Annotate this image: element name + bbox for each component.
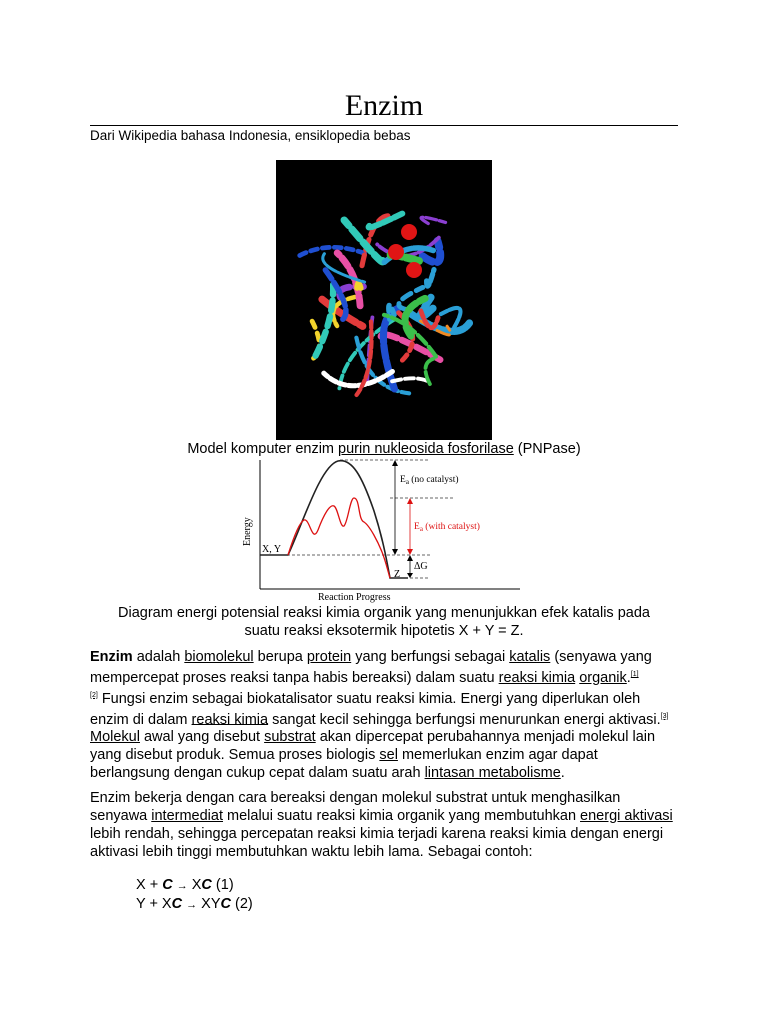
reference-2[interactable]: [2] [90,691,98,699]
label-ea-no-catalyst: $E_a$ (no catalyst) [400,475,459,486]
reference-3[interactable]: [3] [660,712,669,720]
figure1-caption: Model komputer enzim purin nukleosida fosforilase (PNPase) [187,441,581,457]
protein-ribbon-strand [315,285,333,357]
protein-ribbon-strand [441,308,461,327]
link-molekul[interactable]: Molekul [90,729,140,746]
label-ea-with-catalyst: $E_a$ (with catalyst) [414,522,480,533]
link-purin-nukleosida-fosforilase[interactable]: purin nukleosida fosforilase [338,441,514,457]
curve-no-catalyst [260,461,408,578]
equation-1: X + C → XC (1) [136,877,234,893]
x-axis-label: Reaction Progress [318,592,391,603]
energy-diagram [240,456,530,606]
paragraph-enzim-mechanism: Enzim bekerja dengan cara bereaksi dengan molekul substrat untuk menghasilkan senyawa intermediat melalui suatu reaksi kimia organik yang membutuhkan energi aktivasi lebih rendah, sehingga percepatan reaksi kimia terjadi karena reaksi kimia dengan energi aktivasi lebih tinggi membutuhkan waktu lebih lama. Sebagai contoh: [90,790,673,860]
equation-2: Y + XC → XYC (2) [136,896,253,912]
paragraph-enzim-definition: Enzim adalah biomolekul berupa protein yang berfungsi sebagai katalis (senyawa yang mempercepat proses reaksi tanpa habis bereaksi) dalam suatu reaksi kimia organik.[1] [2] Fungsi enzim sebagai biokatalisator suatu reaksi kimia. Energi yang diperlukan oleh enzim di dalam reaksi kimia sangat kecil sehingga berfungsi menurunkan energi aktivasi.[3] Molekul awal yang disebut substrat akan dipercepat perubahannya menjadi molekul lain yang disebut produk. Semua proses biologis sel memerlukan enzim agar dapat berlangsung dengan cukup cepat dalam suatu arah lintasan metabolisme. [90,649,669,782]
ligand-sphere [406,262,422,278]
protein-ribbon-graphic [276,160,492,440]
label-delta-g: ΔG [414,561,428,572]
link-sel[interactable]: sel [379,747,398,764]
label-end: Z [394,569,401,580]
link-reaksi-kimia-2[interactable]: reaksi kimia [191,711,269,728]
title-divider [90,125,678,126]
link-lintasan-metabolisme[interactable]: lintasan metabolisme [424,765,561,782]
protein-ribbon-strand [421,217,445,223]
link-protein[interactable]: protein [306,649,352,665]
protein-ribbon-strand [296,247,365,257]
link-organik[interactable]: organik [579,669,627,686]
page-subtitle: Dari Wikipedia bahasa Indonesia, ensiklopedia bebas [90,128,411,143]
ligand-sphere [401,224,417,240]
label-start: X, Y [262,544,282,555]
figure2-caption: Diagram energi potensial reaksi kimia organik yang menunjukkan efek katalis pada suatu reaksi eksotermik hipotetis X + Y = Z. [118,605,650,639]
curve-with-catalyst [288,498,390,578]
arrow-icon: → [186,899,198,911]
protein-ribbon-strand [427,270,434,287]
link-intermediat[interactable]: intermediat [151,808,223,824]
link-substrat[interactable]: substrat [264,729,316,746]
reference-1[interactable]: [1] [630,671,639,678]
link-reaksi-kimia[interactable]: reaksi kimia [498,669,576,686]
protein-model-image [276,160,492,440]
page-title: Enzim [344,89,424,122]
protein-ribbon-strand [357,283,361,289]
term-enzim: Enzim [90,649,133,665]
arrow-icon: → [176,880,188,892]
link-biomolekul[interactable]: biomolekul [184,649,254,665]
protein-ribbon-strand [392,378,429,381]
link-katalis[interactable]: katalis [509,649,551,665]
y-axis-label: Energy [242,517,253,546]
ligand-sphere [388,244,404,260]
link-energi-aktivasi[interactable]: energi aktivasi [580,808,673,824]
